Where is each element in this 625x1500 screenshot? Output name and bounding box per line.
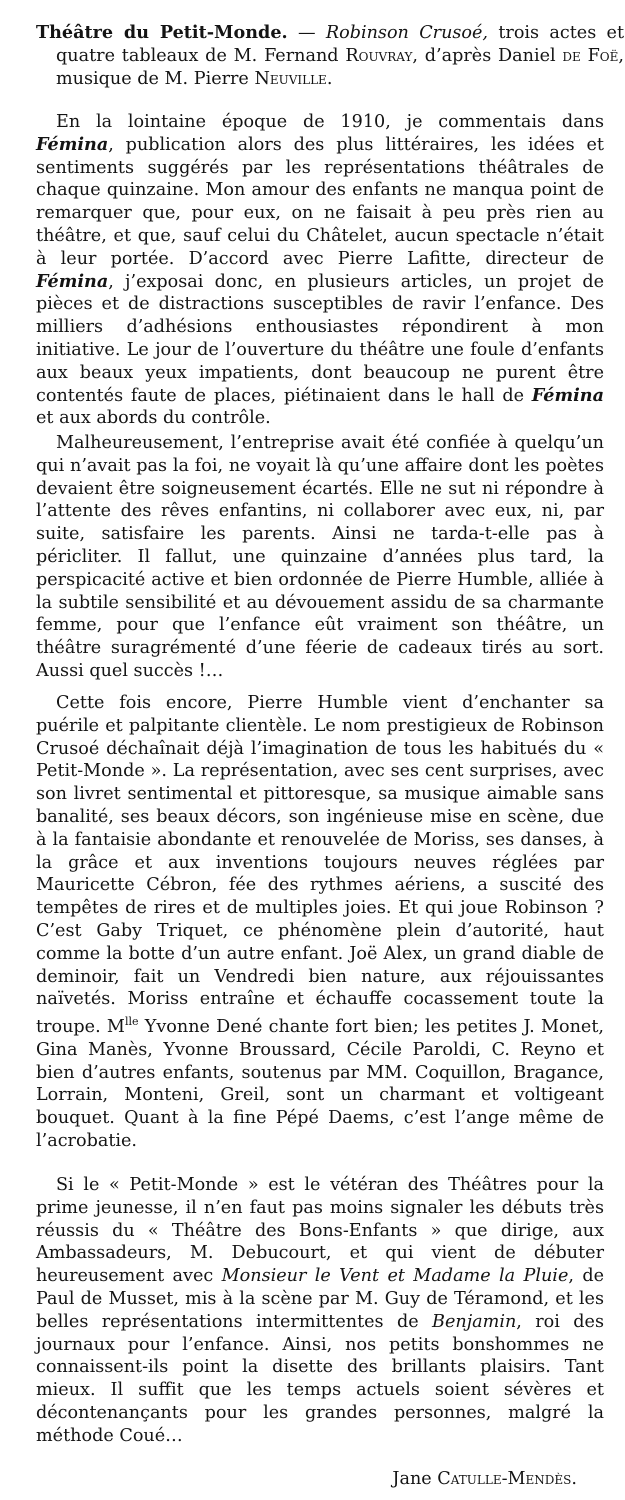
defoe-name: de Foë: [562, 45, 619, 66]
journal-title-benjamin: Benjamin: [432, 1311, 517, 1332]
paragraph-4: Si le « Petit-Monde » est le vétéran des Théâtres pour la prime jeunesse, il n’en faut pas moins signaler les débuts très réussis du « Théâtre des Bons-Enfants » que dirige, aux Ambassadeurs, M. Debucourt, et qui vient de débuter heureusement avec Monsieur le Vent et Madame la Pluie, de Paul de Musset, mis à la scène par M. Guy de Téramond, et les belles représentations intermittentes de Benjamin, roi des journaux pour l’enfance. Ainsi, nos petits bonshommes ne connaissent-ils point la disette des brillants plaisirs. Tant mieux. Il suffit que les temps actuels soient sévères et décontenançants pour les grandes personnes, malgré la méthode Coué…: [36, 1175, 605, 1446]
composer-name: Neuville: [254, 68, 327, 89]
femina-title: Fémina: [36, 133, 109, 155]
femina-title: Fémina: [36, 270, 109, 292]
author-name: Rouvray: [345, 45, 413, 66]
play-title: Robinson Crusoé,: [325, 23, 489, 43]
paragraph-2: Malheureusement, l’entreprise avait été confiée à quelqu’un qui n’avait pas la foi, ne voyait là qu’une affaire dont les poètes devaient être soigneusement écartés. Elle ne sut ni répondre à l’attente des rêves enfantins, ni collaborer avec eux, ni, par suite, satisfaire les parents. Ainsi ne tarda-t-elle pas à péricliter. Il fallut, une quinzaine d’années plus tard, la perspicacité active et bien ordonnée de Pierre Humble, alliée à la subtile sensibilité et au dévouement assidu de sa charmante femme, pour que l’enfance eût vraiment son théâtre, un théâtre suragrémenté d’une féerie de cadeaux tirés au sort. Aussi quel succès !…: [36, 433, 604, 681]
paragraph-3: Cette fois encore, Pierre Humble vient d’enchanter sa puérile et palpitante clientèle. Le nom prestigieux de Robinson Crusoé déchaînait déjà l’imagination de tous les habitués du « Petit-Monde ». La représentation, avec ses cent surprises, avec son livret sentimental et pittoresque, sa musique aimable sans banalité, ses beaux décors, son ingénieuse mise en scène, due à la fantaisie abondante et renouvelée de Moriss, ses danses, à la grâce et aux inventions toujours neuves réglées par Mauricette Cébron, fée des rythmes aériens, a suscité des tempêtes de rires et de multiples joies. Et qui joue Robinson ? C’est Gaby Triquet, ce phénomène plein d’autorité, haut comme la botte d’un autre enfant. Joë Alex, un grand diable de deminoir, fait un Vendredi bien nature, aux réjouissantes naïvetés. Moriss entraîne et échauffe cocassement toute la troupe. $M^{lle}$ Yvonne Dené chante fort bien; les petites J. Monet, Gina Manès, Yvonne Broussard, Cécile Paroldi, C. Reyno et bien d’autres enfants, soutenus par MM. Coquillon, Bragance, Lorrain, Monteni, Greil, sont un charmant et voltigeant bouquet. Quant à la fine Pépé Daems, c’est l’ange même de l’acrobatie.: [36, 693, 604, 1151]
theatre-name: Théâtre du Petit-Monde.: [36, 22, 288, 43]
paragraph-1: En la lointaine époque de 1910, je commentais dans Fémina, publication alors des plus littéraires, les idées et sentiments suggérés par les représentations théâtrales de chaque quinzaine. Mon amour des enfants ne manqua point de remarquer que, pour eux, on ne faisait à peu près rien au théâtre, et que, sauf celui du Châtelet, aucun spectacle n’était à leur portée. D’accord avec Pierre Lafitte, directeur de Fémina, j’exposai donc, en plusieurs articles, un projet de pièces et de distractions susceptibles de ravir l’enfance. Des milliers d’adhésions enthousiastes répondirent à mon initiative. Le jour de l’ouverture du théâtre une foule d’enfants aux beaux yeux impatients, dont beaucoup ne purent être contentés faute de places, piétinaient dans le hall de Fémina et aux abords du contrôle.: [36, 112, 604, 429]
play-title-monsieur-le-vent: Monsieur le Vent et Madame la Pluie: [221, 1266, 569, 1287]
signature: Jane Catulle-Mendès.: [392, 1469, 577, 1489]
femina-title: Fémina: [531, 384, 604, 406]
review-heading: Théâtre du Petit-Monde. — Robinson Crusoé, trois actes et quatre tableaux de M. Fernand Rouvray, d’après Daniel de Foë, musique de M. Pierre Neuville.: [36, 22, 625, 89]
